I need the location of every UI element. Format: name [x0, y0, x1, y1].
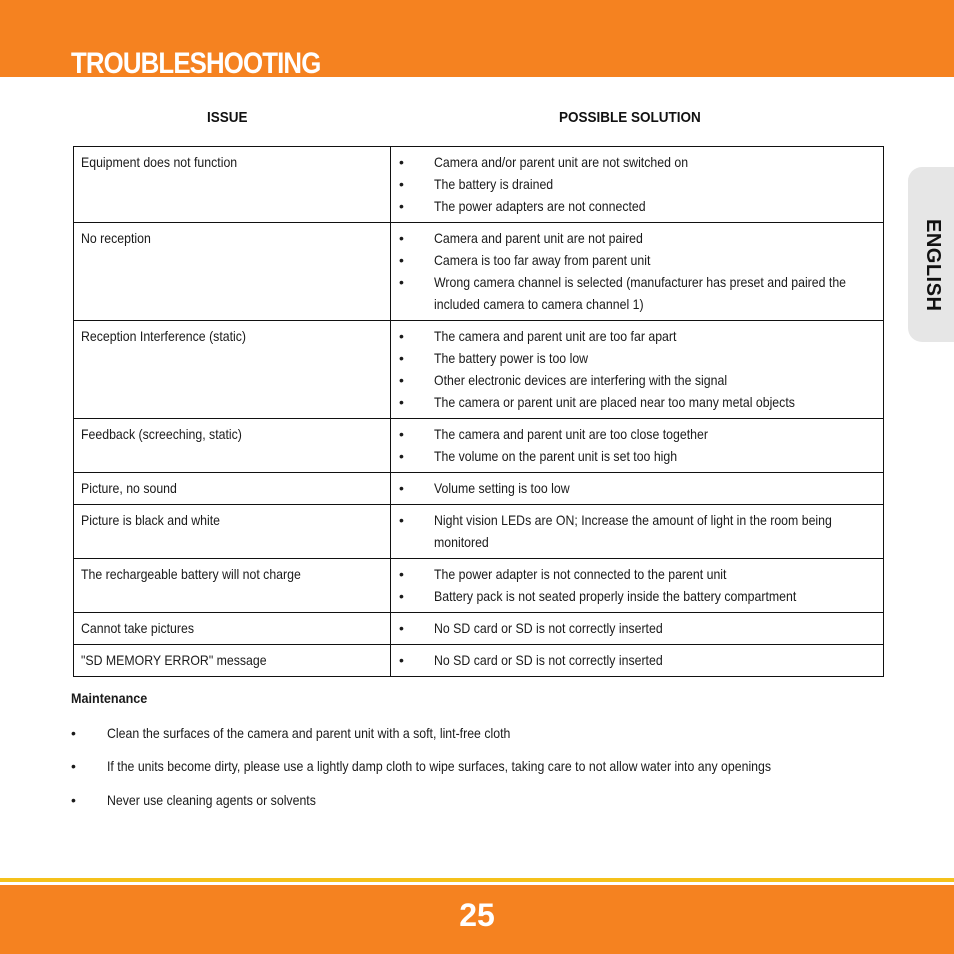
solution-cell: [391, 473, 884, 505]
list-item: [391, 227, 883, 249]
solution-cell: [391, 147, 884, 223]
column-header-issue: ISSUE: [207, 109, 248, 126]
list-item: [391, 249, 883, 271]
issue-text: Cannot take pictures: [81, 620, 194, 636]
page-number: 25: [459, 897, 495, 933]
bullet-icon: •: [399, 448, 404, 464]
page-title: TROUBLESHOOTING: [71, 47, 321, 80]
issue-cell: [74, 645, 391, 677]
list-item: [391, 325, 883, 347]
table-row: [74, 419, 884, 473]
table-row: [74, 147, 884, 223]
list-item: [391, 173, 883, 195]
solution-text: Volume setting is too low: [434, 480, 570, 496]
maintenance-item-text: If the units become dirty, please use a lightly damp cloth to wipe surfaces, taking care to not allow water into any openings: [107, 758, 772, 774]
list-item: [391, 271, 883, 315]
solution-text: The battery power is too low: [434, 350, 589, 366]
issue-text: Picture is black and white: [81, 512, 221, 528]
list-item: [391, 649, 883, 671]
issue-cell: [74, 147, 391, 223]
bullet-icon: •: [399, 480, 404, 496]
list-item: [391, 563, 883, 585]
bullet-icon: •: [399, 198, 404, 214]
list-item: [391, 585, 883, 607]
maintenance-item-text: Clean the surfaces of the camera and parent unit with a soft, lint-free cloth: [107, 725, 511, 741]
solution-text: Wrong camera channel is selected (manufacturer has preset and paired the included camera to camera channel 1): [434, 274, 847, 312]
bullet-icon: •: [399, 328, 404, 344]
bullet-icon: •: [399, 512, 404, 528]
solution-text: Other electronic devices are interfering with the signal: [434, 372, 728, 388]
solution-cell: [391, 645, 884, 677]
list-item: [391, 423, 883, 445]
solution-cell: [391, 505, 884, 559]
list-item: [391, 477, 883, 499]
bullet-icon: •: [399, 426, 404, 442]
issue-cell: [74, 223, 391, 321]
solution-text: Battery pack is not seated properly inside the battery compartment: [434, 588, 797, 604]
solution-text: Camera is too far away from parent unit: [434, 252, 651, 268]
bullet-icon: •: [399, 350, 404, 366]
solution-text: No SD card or SD is not correctly inserted: [434, 620, 663, 636]
bullet-icon: •: [399, 372, 404, 388]
troubleshooting-table: [73, 146, 884, 677]
bullet-icon: •: [71, 758, 76, 774]
table-row: [74, 473, 884, 505]
solution-text: The camera and parent unit are too close together: [434, 426, 708, 442]
solution-text: The volume on the parent unit is set too high: [434, 448, 678, 464]
issue-text: No reception: [81, 230, 151, 246]
list-item: [391, 391, 883, 413]
solution-text: The camera and parent unit are too far apart: [434, 328, 677, 344]
solution-list: [391, 151, 883, 217]
footer-divider: [0, 878, 954, 882]
language-tab-label: ENGLISH: [922, 219, 944, 312]
issue-cell: [74, 505, 391, 559]
table-row: [74, 559, 884, 613]
issue-cell: [74, 321, 391, 419]
solution-text: Camera and/or parent unit are not switched on: [434, 154, 689, 170]
maintenance-item-text: Never use cleaning agents or solvents: [107, 792, 316, 808]
solution-cell: [391, 559, 884, 613]
list-item: [391, 445, 883, 467]
list-item: [391, 195, 883, 217]
list-item: [391, 347, 883, 369]
table-row: [74, 505, 884, 559]
solution-list: [391, 325, 883, 413]
bullet-icon: •: [399, 252, 404, 268]
list-item: [391, 617, 883, 639]
bullet-icon: •: [399, 588, 404, 604]
list-item: [391, 151, 883, 173]
bullet-icon: •: [71, 792, 76, 808]
solution-text: Camera and parent unit are not paired: [434, 230, 643, 246]
issue-cell: [74, 559, 391, 613]
bullet-icon: •: [399, 274, 404, 290]
solution-text: The power adapters are not connected: [434, 198, 646, 214]
table-row: [74, 613, 884, 645]
bullet-icon: •: [399, 620, 404, 636]
table-row: [74, 645, 884, 677]
list-item: [391, 369, 883, 391]
solution-cell: [391, 321, 884, 419]
solution-text: Night vision LEDs are ON; Increase the amount of light in the room being monitored: [434, 512, 832, 550]
maintenance-heading: Maintenance: [71, 690, 148, 706]
column-header-solution: POSSIBLE SOLUTION: [559, 109, 701, 126]
solution-list: [391, 509, 883, 553]
solution-list: [391, 617, 883, 639]
solution-cell: [391, 613, 884, 645]
solution-text: The battery is drained: [434, 176, 554, 192]
issue-text: Picture, no sound: [81, 480, 177, 496]
table-row: [74, 321, 884, 419]
issue-text: Feedback (screeching, static): [81, 426, 242, 442]
solution-list: [391, 649, 883, 671]
solution-text: No SD card or SD is not correctly inserted: [434, 652, 663, 668]
solution-list: [391, 477, 883, 499]
solution-text: The camera or parent unit are placed near too many metal objects: [434, 394, 795, 410]
issue-cell: [74, 473, 391, 505]
bullet-icon: •: [399, 230, 404, 246]
issue-cell: [74, 613, 391, 645]
bullet-icon: •: [399, 154, 404, 170]
bullet-icon: •: [399, 176, 404, 192]
bullet-icon: •: [71, 725, 76, 741]
table-row: [74, 223, 884, 321]
solution-cell: [391, 419, 884, 473]
bullet-icon: •: [399, 566, 404, 582]
issue-text: "SD MEMORY ERROR" message: [81, 652, 267, 668]
list-item: [391, 509, 883, 553]
bullet-icon: •: [399, 394, 404, 410]
solution-list: [391, 227, 883, 315]
solution-list: [391, 423, 883, 467]
issue-text: Equipment does not function: [81, 154, 238, 170]
issue-cell: [74, 419, 391, 473]
issue-text: Reception Interference (static): [81, 328, 247, 344]
issue-text: The rechargeable battery will not charge: [81, 566, 301, 582]
solution-text: The power adapter is not connected to the parent unit: [434, 566, 727, 582]
bullet-icon: •: [399, 652, 404, 668]
solution-list: [391, 563, 883, 607]
solution-cell: [391, 223, 884, 321]
